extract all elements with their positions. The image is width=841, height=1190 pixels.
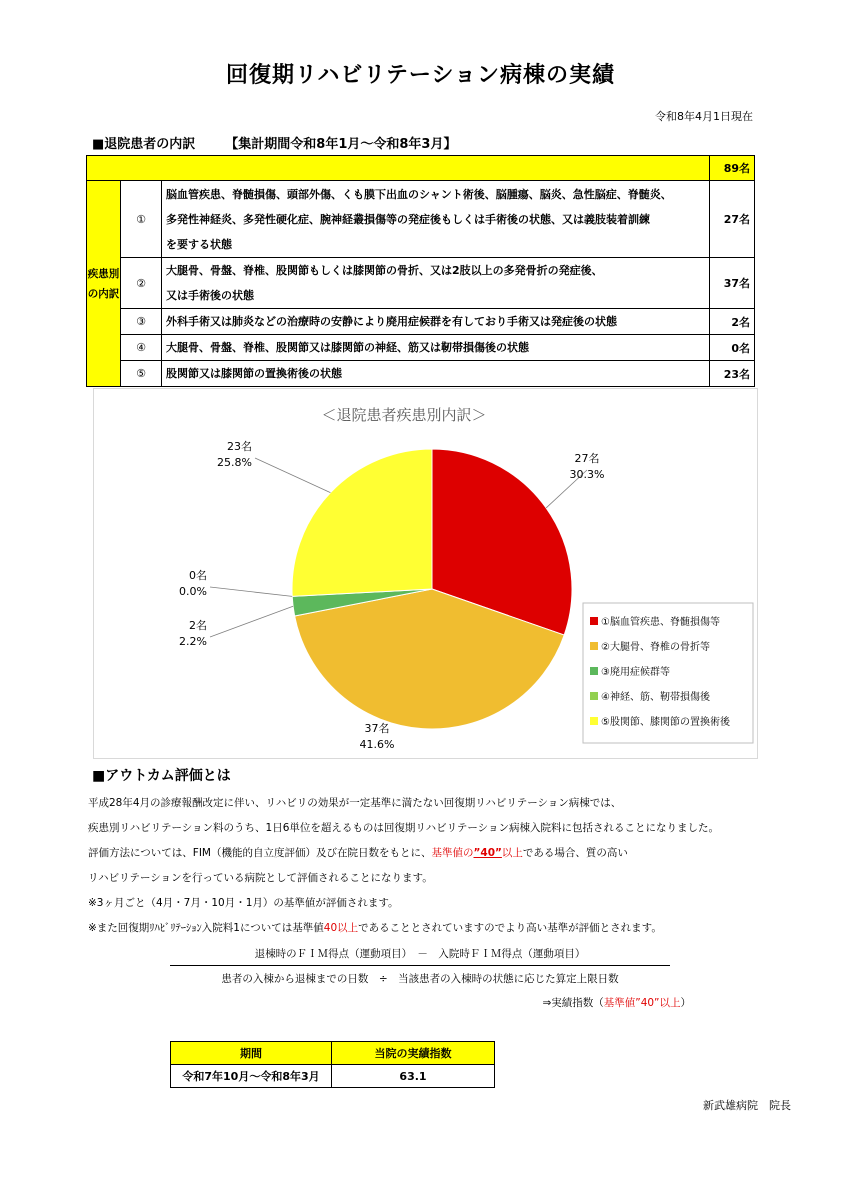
row-description: 大腿骨、骨盤、脊椎、股関節又は膝関節の神経、筋又は靭帯損傷後の状態 [162,335,710,361]
outcome-note: ※3ヶ月ごと（4月・7月・10月・1月）の基準値が評価されます。 [88,897,399,909]
row-index: ① [121,181,162,258]
pie-chart [94,389,757,758]
data-label-count: 23名 [227,440,252,453]
chart-title: ＜退院患者疾患別内訳＞ [321,406,487,424]
legend-swatch [590,667,598,675]
outcome-paragraph: リハビリテーションを行っている病院として評価されることになります。 [88,872,433,884]
leader-line [255,458,330,493]
leader-line [210,587,292,596]
row-description: 股関節又は膝関節の置換術後の状態 [162,361,710,387]
legend-label: ④神経、筋、靭帯損傷後 [601,692,710,703]
data-label-percent: 2.2% [179,635,207,648]
row-description: 脳血管疾患、脊髄損傷、頭部外傷、くも膜下出血のシャント術後、脳腫瘍、脳炎、急性脳症、脊髄炎、 多発性神経炎、多発性硬化症、腕神経叢損傷等の発症後もしくは手術後の状態、又は義肢装着訓練 を要する状態 [162,181,710,258]
signature: 新武雄病院 院長 [703,1099,791,1112]
outcome-paragraph: 評価方法については、FIM（機能的自立度評価）及び在院日数をもとに、基準値の”40”以上である場合、質の高い [88,847,628,859]
formula-denominator: 患者の入棟から退棟までの日数 ÷ 当該患者の入棟時の状態に応じた算定上限日数 [221,973,619,985]
outcome-paragraph: 平成28年4月の診療報酬改定に伴い、リハビリの効果が一定基準に満たない回復期リハビリテーション病棟では、 [88,797,622,809]
data-label-count: 27名 [574,452,600,465]
total-count: 89名 [710,156,755,181]
row-count: 27名 [710,181,755,258]
as-of-date: 令和8年4月1日現在 [655,110,753,123]
pie-slice [292,449,432,596]
leader-line [210,606,293,637]
row-index: ② [121,258,162,309]
period-value: 令和7年10月～令和8年3月 [171,1065,332,1088]
total-row-label [87,156,710,181]
row-description: 大腿骨、骨盤、脊椎、股関節もしくは膝関節の骨折、又は2肢以上の多発骨折の発症後、 又は手術後の状態 [162,258,710,309]
section-heading-label: ■退院患者の内訳 [92,137,196,152]
row-description: 外科手術又は肺炎などの治療時の安静により廃用症候群を有しており手術又は発症後の状態 [162,309,710,335]
section-heading-outcome: ■アウトカム評価とは [92,768,231,784]
pie-chart-box [93,388,758,759]
legend-swatch [590,642,598,650]
row-count: 2名 [710,309,755,335]
legend-label: ⑤股関節、膝関節の置換術後 [601,717,730,728]
data-label-percent: 25.8% [217,456,252,469]
data-label-percent: 30.3% [569,468,605,481]
legend-swatch [590,617,598,625]
legend-swatch [590,692,598,700]
discharge-breakdown-table [86,155,755,387]
row-index: ④ [121,335,162,361]
data-label-count: 0名 [189,569,207,582]
data-label-percent: 0.0% [179,585,207,598]
legend-swatch [590,717,598,725]
row-index: ⑤ [121,361,162,387]
index-value: 63.1 [332,1065,495,1088]
row-count: 0名 [710,335,755,361]
collection-period: 【集計期間令和8年1月～令和8年3月】 [225,137,457,152]
header-period: 期間 [171,1042,332,1065]
category-label: 疾患別 の内訳 [87,181,121,387]
result-index-note: ⇒実績指数（基準値”40”以上） [542,997,691,1009]
header-index: 当院の実績指数 [332,1042,495,1065]
legend-label: ①脳血管疾患、脊髄損傷等 [601,617,720,628]
formula-divider [170,965,670,966]
row-index: ③ [121,309,162,335]
outcome-paragraph: 疾患別リハビリテーション料のうち、1日6単位を超えるものは回復期リハビリテーション病棟入院料に包括されることになりました。 [88,822,719,834]
formula-numerator: 退棟時のＦＩＭ得点（運動項目） － 入院時ＦＩＭ得点（運動項目） [254,948,586,960]
page-title: 回復期リハビリテーション病棟の実績 [225,63,616,88]
section-heading-discharge [92,133,456,152]
data-label-count: 37名 [364,722,390,735]
row-count: 23名 [710,361,755,387]
outcome-note: ※また回復期ﾘﾊﾋﾞﾘﾃｰｼｮﾝ入院料1については基準値40以上であることとされていますのでより高い基準が評価とされます。 [88,922,662,934]
legend-label: ③廃用症候群等 [601,667,670,678]
results-table [170,1041,495,1088]
data-label-count: 2名 [189,619,207,632]
data-label-percent: 41.6% [359,738,395,751]
row-count: 37名 [710,258,755,309]
legend-label: ②大腿骨、脊椎の骨折等 [601,642,710,653]
